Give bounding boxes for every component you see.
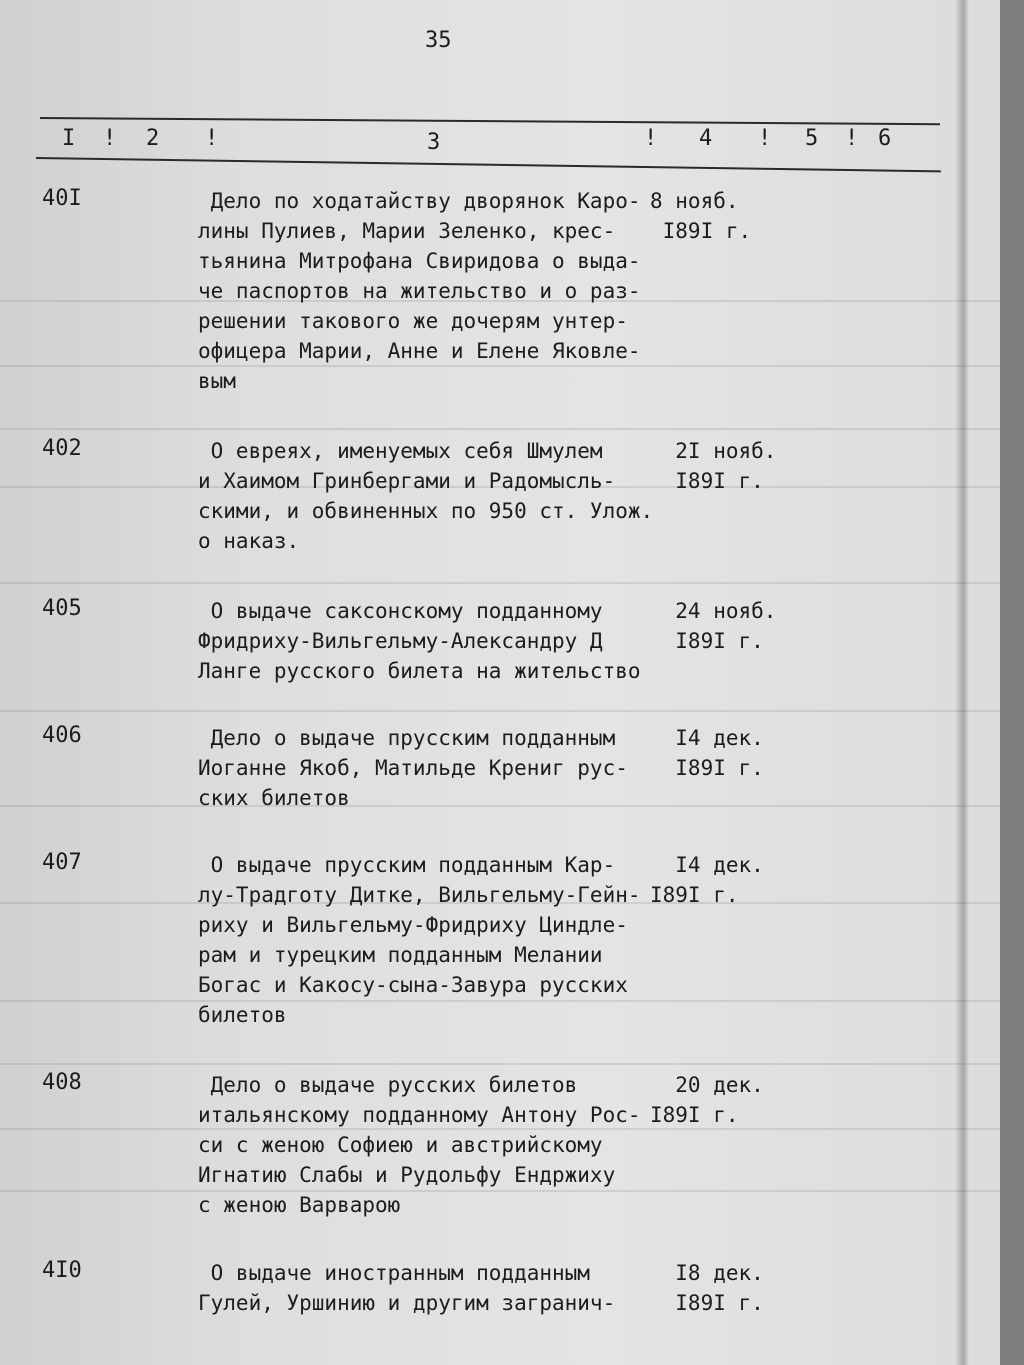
column-separator: ! [758, 126, 772, 151]
record-date [650, 723, 764, 783]
description-line: Фридриху-Вильгельму-Александру Д [198, 629, 603, 653]
description-line: че паспортов на жительство и о раз- [198, 279, 641, 303]
column-header-2: 2 [146, 126, 160, 151]
description-line: скими, и обвиненных по 950 ст. Улож. [198, 499, 654, 523]
date-line: I89I г. [650, 629, 764, 653]
description-line: решении такового же дочерям унтер- [198, 309, 628, 333]
record-date [650, 186, 751, 246]
date-line: I89I г. [650, 1291, 764, 1315]
bleed-through-line [0, 428, 1000, 430]
description-line: Игнатию Слабы и Рудольфу Ендржиху [198, 1163, 616, 1187]
description-line: О выдаче прусским подданным Кар- [198, 853, 616, 877]
description-line: итальянскому подданному Антону Рос- [198, 1103, 641, 1127]
record-number: 407 [42, 850, 82, 875]
table-header-rule-bottom [36, 157, 941, 172]
description-line: и Хаимом Гринбергами и Радомысль- [198, 469, 616, 493]
column-separator: ! [205, 126, 219, 151]
description-line: си с женою Софиею и австрийскому [198, 1133, 603, 1157]
record-number: 402 [42, 436, 82, 461]
date-line: 20 дек. [650, 1073, 764, 1097]
record-number: 40I [42, 186, 82, 211]
description-line: ских билетов [198, 786, 350, 810]
column-header-6: 6 [878, 126, 892, 151]
record-date [650, 1258, 764, 1318]
date-line: I8 дек. [650, 1261, 764, 1285]
record-description [198, 436, 653, 556]
page-number: 35 [425, 28, 452, 53]
record-description [198, 850, 641, 1030]
description-line: Ланге русского билета на жительство [198, 659, 641, 683]
record-number: 4I0 [42, 1258, 82, 1283]
description-line: О выдаче иностранным подданным [198, 1261, 590, 1285]
description-line: лу-Традготу Дитке, Вильгельму-Гейн- [198, 883, 641, 907]
description-line: Дело по ходатайству дворянок Каро- [198, 189, 641, 213]
bleed-through-line [0, 710, 1000, 712]
record-number: 408 [42, 1070, 82, 1095]
description-line: Дело о выдаче русских билетов [198, 1073, 578, 1097]
record-number: 406 [42, 723, 82, 748]
record-date [650, 436, 776, 496]
column-header-1: I [62, 126, 76, 151]
record-number: 405 [42, 596, 82, 621]
record-description [198, 1070, 641, 1220]
page-edge-shadow [955, 0, 969, 1365]
date-line: I89I г. [650, 469, 764, 493]
record-description [198, 723, 628, 813]
description-line: Богас и Какосу-сына-Завура русских [198, 973, 628, 997]
column-separator: ! [845, 126, 859, 151]
date-line: I89I г. [650, 756, 764, 780]
date-line: I89I г. [650, 219, 752, 243]
description-line: Иоганне Якоб, Матильде Крениг рус- [198, 756, 628, 780]
record-description [198, 186, 641, 396]
table-header-rule-top [40, 117, 940, 125]
date-line: I4 дек. [650, 726, 764, 750]
description-line: О евреях, именуемых себя Шмулем [198, 439, 603, 463]
description-line: билетов [198, 1003, 287, 1027]
column-header-5: 5 [805, 126, 819, 151]
column-separator: ! [644, 126, 658, 151]
description-line: вым [198, 369, 236, 393]
date-line: 8 нояб. [650, 189, 739, 213]
description-line: Дело о выдаче прусским подданным [198, 726, 616, 750]
description-line: о наказ. [198, 529, 300, 553]
description-line: офицера Марии, Анне и Елене Яковле- [198, 339, 641, 363]
date-line: 2I нояб. [650, 439, 777, 463]
date-line: I89I г. [650, 883, 739, 907]
record-description [198, 1258, 615, 1318]
record-date [650, 1070, 764, 1130]
record-date [650, 850, 764, 910]
description-line: О выдаче саксонскому подданному [198, 599, 603, 623]
bleed-through-line [0, 582, 1000, 584]
description-line: тьянина Митрофана Свиридова о выда- [198, 249, 641, 273]
column-header-3: 3 [427, 130, 441, 155]
description-line: лины Пулиев, Марии Зеленко, крес- [198, 219, 616, 243]
date-line: I89I г. [650, 1103, 739, 1127]
bleed-through-line [0, 1063, 1000, 1065]
description-line: риху и Вильгельму-Фридриху Циндле- [198, 913, 628, 937]
date-line: 24 нояб. [650, 599, 777, 623]
description-line: с женою Варварою [198, 1193, 401, 1217]
description-line: Гулей, Уршинию и другим загранич- [198, 1291, 616, 1315]
column-separator: ! [103, 126, 117, 151]
record-description [198, 596, 641, 686]
date-line: I4 дек. [650, 853, 764, 877]
record-date [650, 596, 776, 656]
column-header-4: 4 [699, 126, 713, 151]
description-line: рам и турецким подданным Мелании [198, 943, 603, 967]
